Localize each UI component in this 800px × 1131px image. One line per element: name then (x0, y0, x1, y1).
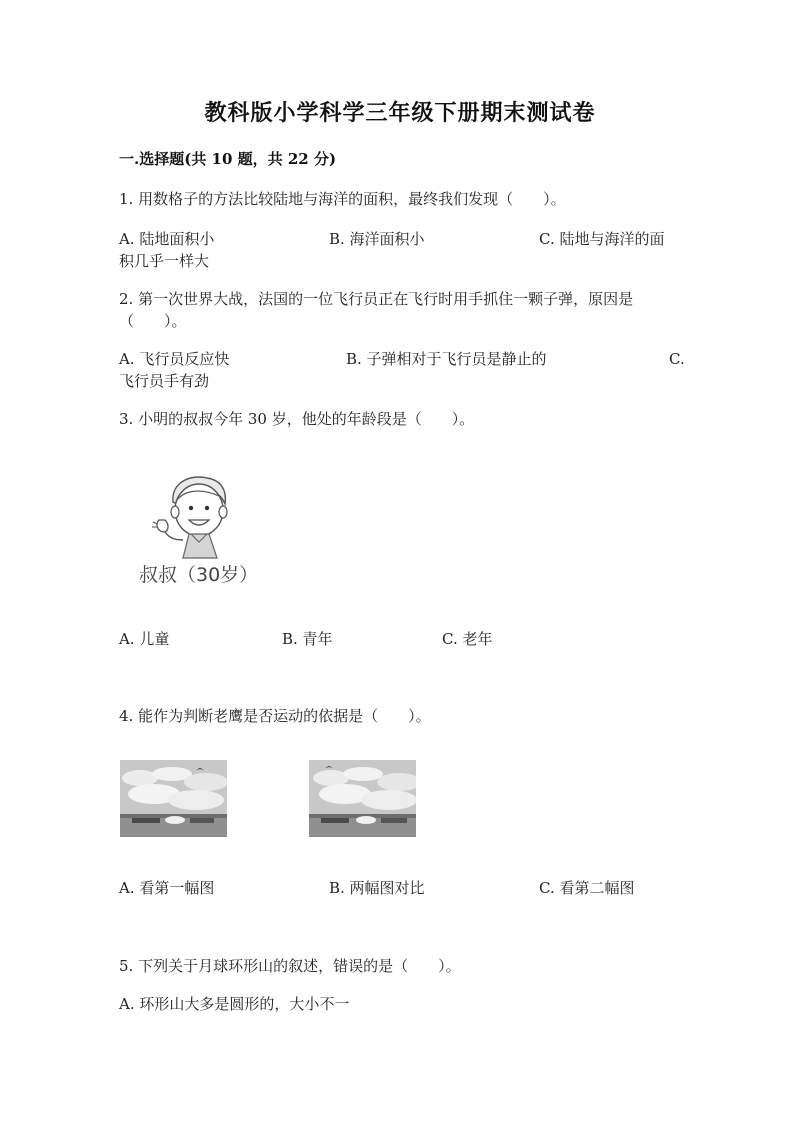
question-4-stem: 4. 能作为判断老鹰是否运动的依据是（ ）。 (119, 707, 431, 725)
question-5-stem: 5. 下列关于月球环形山的叙述，错误的是（ ）。 (119, 957, 461, 975)
question-2-option-a[interactable]: A. 飞行员反应快 (119, 350, 230, 368)
question-2-option-c[interactable]: C. (669, 350, 685, 368)
question-4-option-b[interactable]: B. 两幅图对比 (329, 879, 425, 897)
question-3-option-b[interactable]: B. 青年 (282, 630, 333, 648)
question-2-option-c-continued: 飞行员手有劲 (119, 372, 210, 390)
eagle-photo-1 (120, 760, 227, 837)
question-1-option-c-continued: 积几乎一样大 (119, 252, 210, 270)
question-1-stem: 1. 用数格子的方法比较陆地与海洋的面积，最终我们发现（ ）。 (119, 190, 566, 208)
section-heading: 一.选择题(共 10 题，共 22 分) (119, 150, 337, 168)
question-1-option-c[interactable]: C. 陆地与海洋的面 (539, 230, 665, 248)
question-2-option-b[interactable]: B. 子弹相对于飞行员是静止的 (346, 350, 547, 368)
question-4-option-c[interactable]: C. 看第二幅图 (539, 879, 635, 897)
eagle-photo-2 (309, 760, 416, 837)
question-3-option-c[interactable]: C. 老年 (442, 630, 493, 648)
page-title: 教科版小学科学三年级下册期末测试卷 (204, 100, 596, 126)
figure-caption: 叔叔（30岁） (139, 564, 259, 586)
question-1-option-b[interactable]: B. 海洋面积小 (329, 230, 425, 248)
question-1-option-a[interactable]: A. 陆地面积小 (119, 230, 215, 248)
question-3-stem: 3. 小明的叔叔今年 30 岁，他处的年龄段是（ ）。 (119, 410, 475, 428)
question-5-option-a[interactable]: A. 环形山大多是圆形的，大小不一 (119, 995, 350, 1013)
question-2-stem-continued: （ ）。 (119, 312, 187, 330)
question-2-stem: 2. 第一次世界大战，法国的一位飞行员正在飞行时用手抓住一颗子弹，原因是 (119, 290, 634, 308)
question-4-option-a[interactable]: A. 看第一幅图 (119, 879, 215, 897)
question-3-option-a[interactable]: A. 儿童 (119, 630, 170, 648)
